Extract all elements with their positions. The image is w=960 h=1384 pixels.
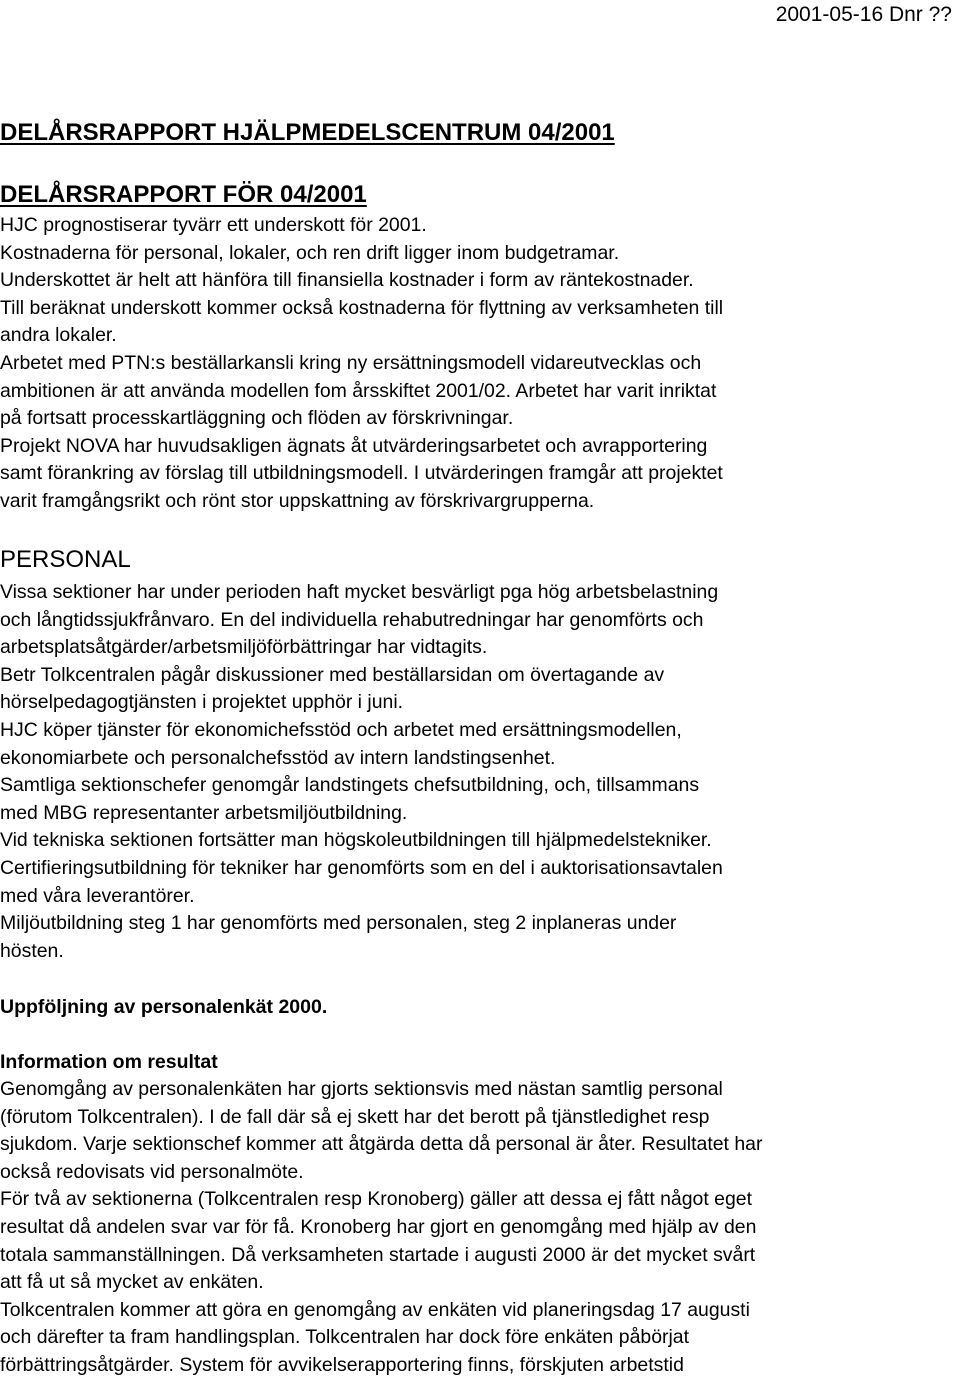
text-line: andra lokaler. <box>0 324 117 347</box>
text-line: Till beräknat underskott kommer också kostnaderna för flyttning av verksamheten till <box>0 296 724 319</box>
followup-paragraphs <box>0 1076 958 1380</box>
report-subtitle: DELÅRSRAPPORT FÖR 04/2001 <box>0 181 367 208</box>
text-line: Projekt NOVA har huvudsakligen ägnats åt utvärderingsarbetet och avrapportering <box>0 434 708 457</box>
text-line: att få ut så mycket av enkäten. <box>0 1271 264 1294</box>
text-line: arbetsplatsåtgärder/arbetsmiljöförbättringar har vidtagits. <box>0 636 488 659</box>
text-line: Vissa sektioner har under perioden haft mycket besvärligt pga hög arbetsbelastning <box>0 581 719 603</box>
personal-paragraphs <box>0 579 958 965</box>
text-line: (förutom Tolkcentralen). I de fall där så ej skett har det berott på tjänstledighet resp <box>0 1105 710 1128</box>
followup-heading: Uppföljning av personalenkät 2000. <box>0 996 328 1018</box>
text-line: sjukdom. Varje sektionschef kommer att åtgärda detta då personal är åter. Resultatet har <box>0 1133 763 1156</box>
text-line: resultat då andelen svar var för få. Kronoberg har gjort en genomgång med hjälp av den <box>0 1215 757 1238</box>
text-line: på fortsatt processkartläggning och flöden av förskrivningar. <box>0 407 514 430</box>
document-title: DELÅRSRAPPORT HJÄLPMEDELSCENTRUM 04/2001 <box>0 119 615 146</box>
text-line: förbättringsåtgärder. System för avvikelserapportering finns, förskjuten arbetstid <box>0 1353 684 1376</box>
text-line: HJC köper tjänster för ekonomichefsstöd och arbetet med ersättningsmodellen, <box>0 718 682 741</box>
text-line: ekonomiarbete och personalchefsstöd av intern landstingsenhet. <box>0 746 556 769</box>
text-line: och långtidssjukfrånvaro. En del individuella rehabutredningar har genomförts och <box>0 608 704 631</box>
text-line: Kostnaderna för personal, lokaler, och ren drift ligger inom budgetramar. <box>0 241 620 264</box>
text-line: Underskottet är helt att hänföra till finansiella kostnader i form av räntekostnader. <box>0 269 694 292</box>
text-line: Betr Tolkcentralen pågår diskussioner med beställarsidan om övertagande av <box>0 663 665 686</box>
date-reference: 2001-05-16 Dnr ?? <box>775 3 952 26</box>
text-line: också redovisats vid personalmöte. <box>0 1160 304 1183</box>
text-line: totala sammanställningen. Då verksamheten startade i augusti 2000 är det mycket svårt <box>0 1243 756 1266</box>
text-line: med MBG representanter arbetsmiljöutbildning. <box>0 801 408 824</box>
text-line: hörselpedagogtjänsten i projektet upphör i juni. <box>0 691 404 714</box>
text-line: samt förankring av förslag till utbildningsmodell. I utvärderingen framgår att projektet <box>0 462 723 485</box>
text-line: Miljöutbildning steg 1 har genomförts med personalen, steg 2 inplaneras under <box>0 912 677 935</box>
text-line: hösten. <box>0 939 64 962</box>
text-line: ambitionen är att använda modellen fom årsskiftet 2001/02. Arbetet har varit inriktat <box>0 379 717 402</box>
text-line: Certifieringsutbildning för tekniker har genomförts som en del i auktorisationsavtalen <box>0 856 723 879</box>
text-line: För två av sektionerna (Tolkcentralen resp Kronoberg) gäller att dessa ej fått något eget <box>0 1188 752 1211</box>
text-line: Samtliga sektionschefer genomgår landstingets chefsutbildning, och, tillsammans <box>0 774 700 797</box>
text-line: med våra leverantörer. <box>0 884 195 907</box>
text-line: varit framgångsrikt och rönt stor uppskattning av förskrivargrupperna. <box>0 489 595 512</box>
text-line: Vid tekniska sektionen fortsätter man högskoleutbildningen till hjälpmedelstekniker. <box>0 829 712 852</box>
text-line: Genomgång av personalenkäten har gjorts sektionsvis med nästan samtlig personal <box>0 1078 723 1100</box>
text-line: Arbetet med PTN:s beställarkansli kring ny ersättningsmodell vidareutvecklas och <box>0 351 702 374</box>
personal-heading: PERSONAL <box>0 546 131 573</box>
text-line: och därefter ta fram handlingsplan. Tolkcentralen har dock före enkäten påbörjat <box>0 1326 690 1349</box>
info-heading: Information om resultat <box>0 1051 218 1073</box>
text-line: Tolkcentralen kommer att göra en genomgång av enkäten vid planeringsdag 17 augusti <box>0 1298 750 1321</box>
text-line: HJC prognostiserar tyvärr ett underskott för 2001. <box>0 214 427 236</box>
intro-paragraphs <box>0 212 958 516</box>
